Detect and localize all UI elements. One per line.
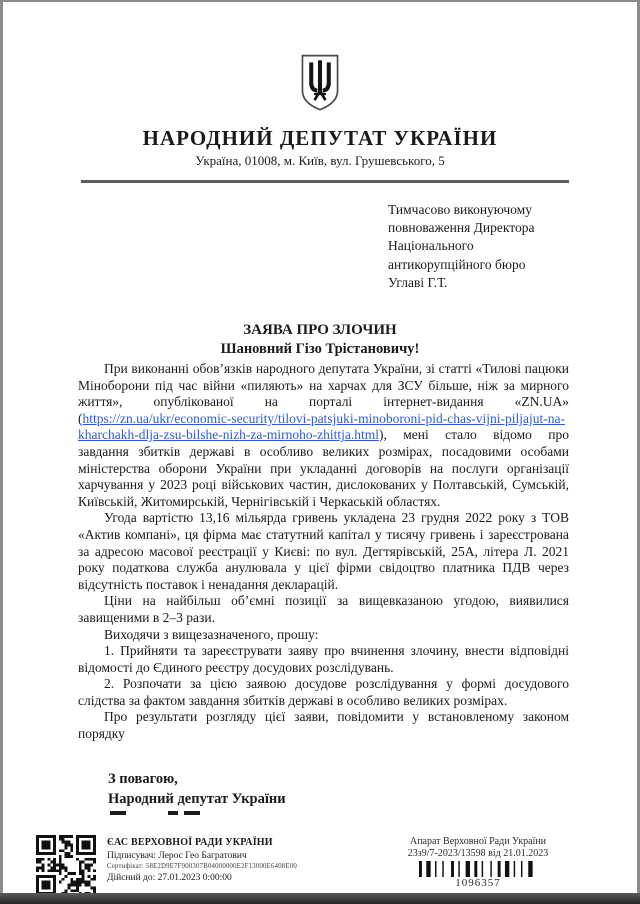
letterhead-title: НАРОДНИЙ ДЕПУТАТ УКРАЇНИ — [142, 126, 498, 150]
esign-signer: Підписувач: Лерос Гео Багратович — [107, 851, 247, 861]
registration-number: 23з9/7-2023/13598 від 21.01.2023 — [407, 848, 549, 859]
signature-block — [108, 769, 637, 819]
recipient-line: Углаві Г.Т. — [388, 274, 448, 290]
esign-stamp — [107, 837, 367, 883]
recipient-line: Тимчасово виконуючому — [388, 202, 532, 217]
signature-title: Народний депутат України — [108, 790, 286, 807]
letter-body — [78, 361, 569, 743]
esign-valid-until: Дійсний до: 27.01.2023 0:00:00 — [107, 873, 232, 883]
barcode-icon — [419, 861, 537, 877]
paragraph-3: Ціни на найбільш об’ємні позиції за вищевказаною угодою, виявилися завищеними в 2–3 рази. — [78, 593, 569, 625]
paragraph-6: 2. Розпочати за цією заявою досудове розслідування у формі досудового слідства за фактом завдання збитків державі в особливо великих розмірах. — [78, 676, 569, 708]
recipient-line: Національного — [388, 238, 474, 254]
paragraph-1 — [78, 361, 569, 510]
paragraph-1-tail: ), мені стало відомо про завдання збитків державі в особливо великих розмірах, посадовими особами міністерства оборони України при укладанні договорів на послуги організації харчування у 2023 році військових частин, дислокованих у Полтавській, Сумській, Київській, Житомирській, Чернігівській і Черкаській областях. — [78, 427, 569, 509]
registration-org: Апарат Верховної Ради України — [409, 836, 547, 847]
subject-title: ЗАЯВА ПРО ЗЛОЧИН — [243, 322, 397, 339]
recipient-line: антикорупційного бюро — [388, 256, 526, 272]
stamps-row — [3, 832, 637, 893]
photo-bottom-edge — [0, 893, 640, 904]
esign-org: ЄАС ВЕРХОВНОЇ РАДИ УКРАЇНИ — [107, 837, 273, 848]
paragraph-4: Виходячи з вищезазначеного, прошу: — [104, 626, 319, 642]
document-page — [3, 2, 637, 893]
registration-stamp — [373, 836, 583, 889]
barcode-number: 1096357 — [455, 877, 501, 889]
paragraph-5: 1. Прийняти та зареєструвати заяву про вчинення злочину, внести відповідні відомості до Єдиного реєстру досудових розслідувань. — [78, 643, 569, 675]
paragraph-1-lead: При виконанні обов’язків народного депутата України, зі статті «Тилові пацюки Міноборони під час війни «пиляють» на харчах для ЗСУ більше, ніж за мирного життя», опублікованої на порталі інтернет-видання «ZN.UA» ( — [78, 361, 569, 426]
signature-closing: З повагою, — [108, 770, 178, 787]
article-link[interactable]: https://zn.ua/ukr/economic-security/tilovi-patsjuki-minoboroni-pid-chas-vijni-piljajut-na-kharchakh-dlja-zsu-bilshe-nizh-za-mirnoho-zhittja.html — [78, 410, 566, 443]
paragraph-2: Угода вартістю 13,16 мільярда гривень укладена 23 грудня 2022 року з ТОВ «Актив компані», ця фірма має статутний капітал у тисячу гривень і зареєстрована за адресою масової реєстрації у Києві: по вул. Дегтярівській, 25А, літера Л. 2021 року податкова служба анулювала у цієї фірми свідоцтво платника ПДВ через відсутність поставок і ненадання декларацій. — [78, 510, 569, 592]
letterhead-divider — [81, 180, 569, 183]
qr-code-icon — [35, 835, 97, 895]
esign-certificate: Сертифікат: 58E2D9E7F900307B04000000E2F13000E6408E00 — [107, 863, 297, 870]
recipient-block — [388, 201, 572, 292]
paragraph-7: Про результати розгляду цієї заяви, повідомити у встановленому законом порядку — [78, 709, 569, 742]
recipient-line: повноваження Директора — [388, 220, 535, 236]
clipped-signature-name — [110, 811, 230, 819]
letterhead-address: Україна, 01008, м. Київ, вул. Грушевського, 5 — [195, 153, 445, 168]
ukraine-trident-icon — [293, 52, 347, 120]
salutation: Шановний Гізо Трістановичу! — [220, 341, 420, 358]
